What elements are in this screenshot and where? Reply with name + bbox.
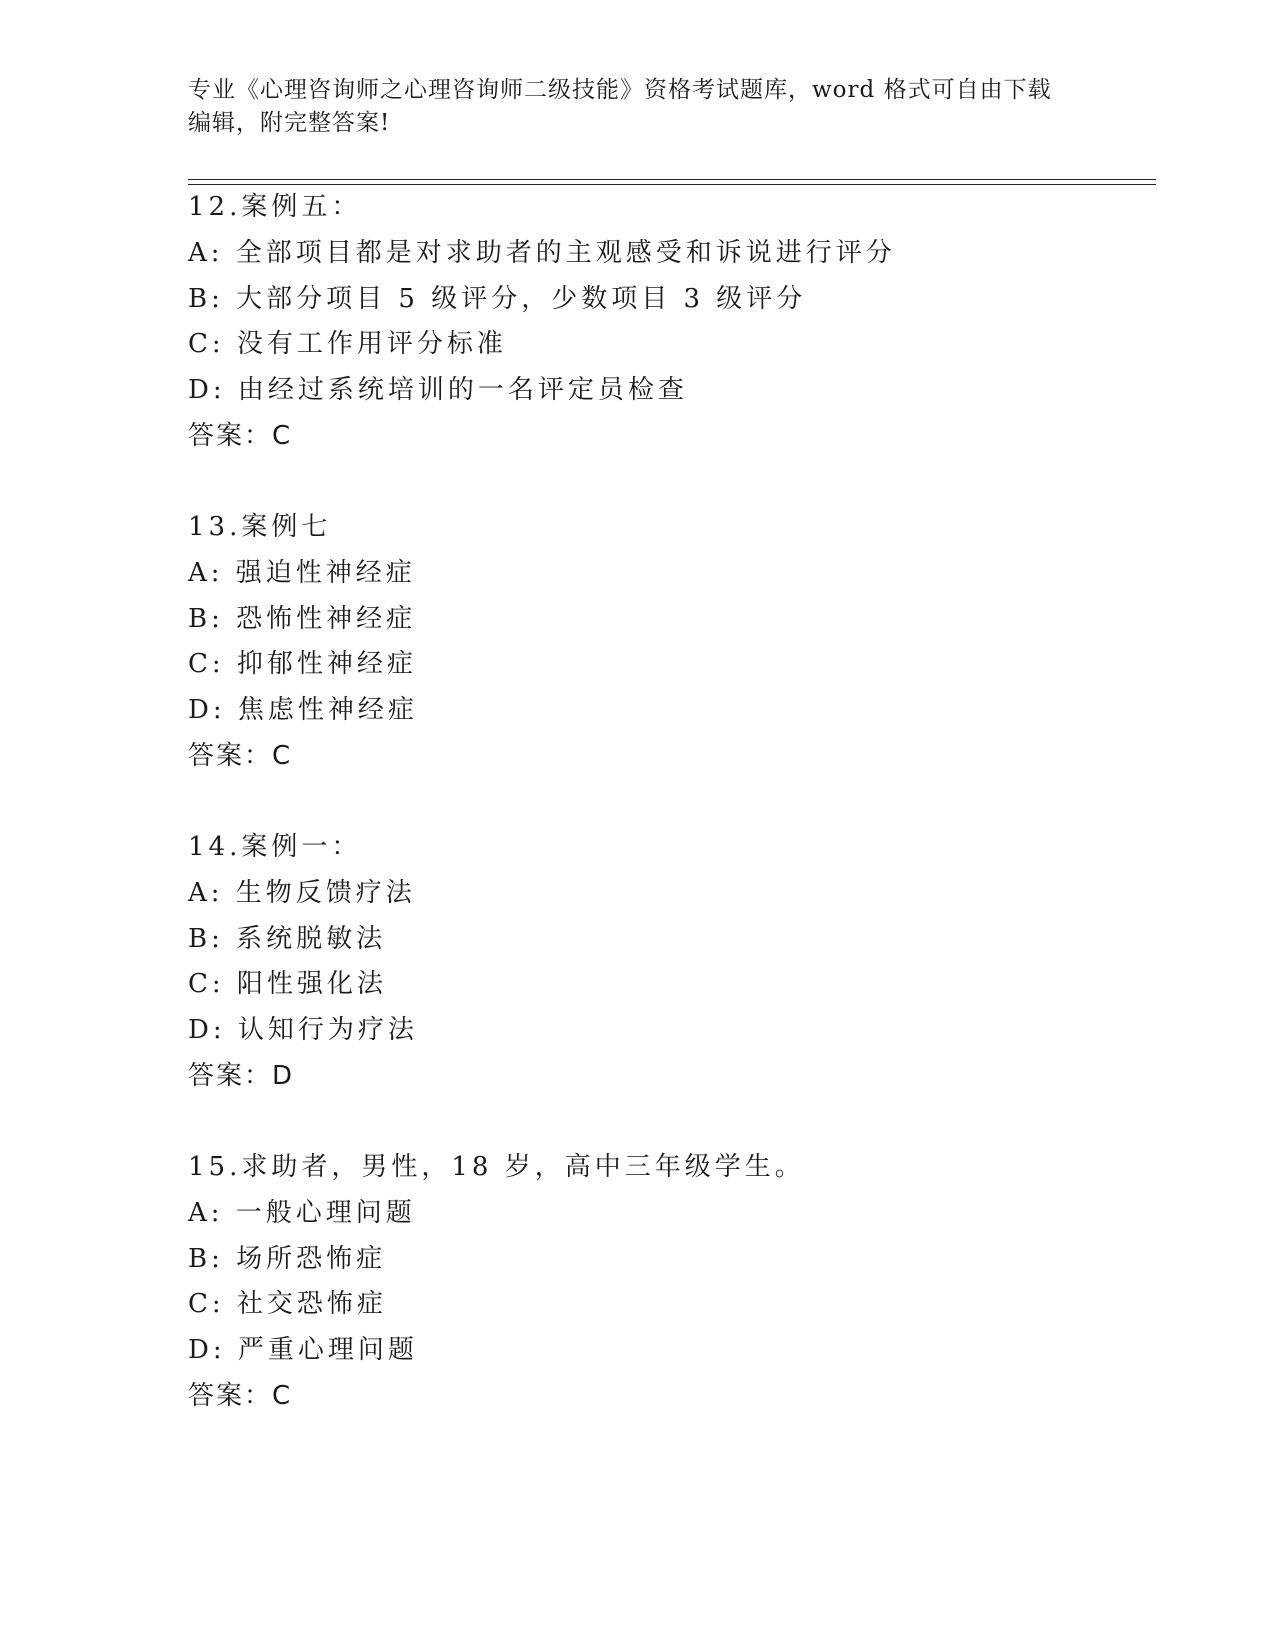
option-c: C: 社交恐怖症 (188, 1289, 387, 1320)
option-b: B: 大部分项目 5 级评分，少数项目 3 级评分 (188, 283, 807, 314)
option-c: C: 抑郁性神经症 (188, 649, 417, 680)
option-d: D: 由经过系统培训的一名评定员检查 (188, 375, 688, 406)
option-b: B: 系统脱敏法 (188, 923, 387, 954)
question-stem: 12.案例五： (188, 192, 362, 222)
option-a: A: 全部项目都是对求助者的主观感受和诉说进行评分 (188, 237, 896, 268)
option-c: C: 没有工作用评分标准 (188, 329, 507, 360)
option-b: B: 恐怖性神经症 (188, 603, 417, 634)
header-line-2: 编辑，附完整答案! (188, 110, 391, 136)
header-line-1: 专业《心理咨询师之心理咨询师二级技能》资格考试题库，word 格式可自由下载 (188, 77, 1052, 103)
document-header (188, 74, 1068, 140)
option-a: A: 一般心理问题 (188, 1197, 416, 1228)
question-14 (188, 825, 1148, 1100)
option-d: D: 认知行为疗法 (188, 1015, 418, 1046)
option-a: A: 生物反馈疗法 (188, 877, 416, 908)
question-13 (188, 505, 1148, 780)
answer: 答案：C (188, 1380, 293, 1411)
option-d: D: 焦虑性神经症 (188, 695, 418, 726)
question-12 (188, 185, 1148, 460)
option-d: D: 严重心理问题 (188, 1335, 418, 1366)
option-b: B: 场所恐怖症 (188, 1243, 387, 1274)
question-stem: 13.案例七 (188, 512, 332, 542)
option-c: C: 阳性强化法 (188, 969, 387, 1000)
option-a: A: 强迫性神经症 (188, 557, 416, 588)
question-stem: 15.求助者，男性，18 岁，高中三年级学生。 (188, 1152, 805, 1182)
answer: 答案：C (188, 420, 293, 451)
answer: 答案：D (188, 1060, 295, 1091)
answer: 答案：C (188, 740, 293, 771)
question-15 (188, 1145, 1148, 1420)
header-divider-top (188, 179, 1156, 180)
question-stem: 14.案例一： (188, 832, 362, 862)
